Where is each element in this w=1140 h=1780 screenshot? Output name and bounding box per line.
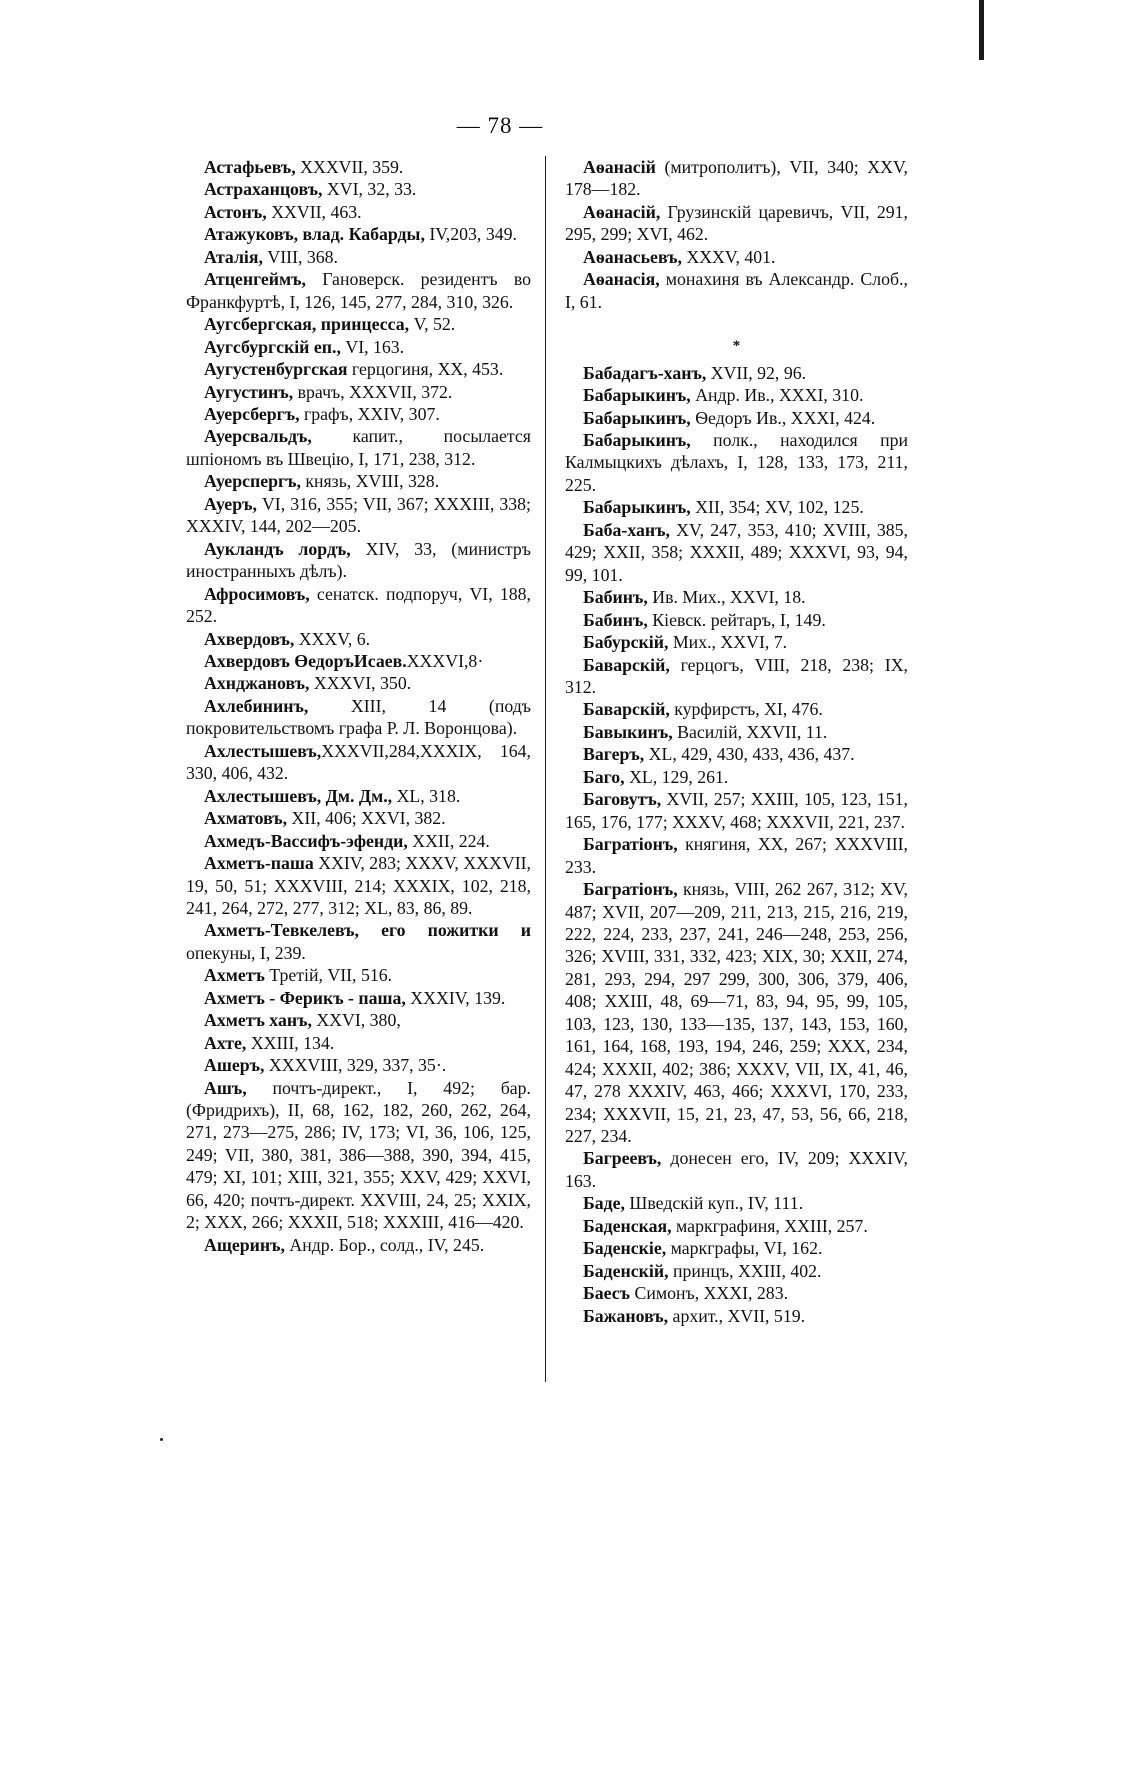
entry-heading: Баго, xyxy=(583,766,625,787)
entry-heading: Бабарыкинъ, xyxy=(583,429,691,450)
index-entry xyxy=(186,740,531,785)
entry-heading: Ахлебининъ, xyxy=(204,695,309,716)
entry-references: полк., находился при Калмыцкихъ дѣлахъ, I, 128, 133, 173, 211, 225. xyxy=(565,429,908,495)
entry-heading: Баденскіе, xyxy=(583,1238,667,1259)
entry-references: Ив. Мих., XXVI, 18. xyxy=(647,587,806,608)
entry-references: V, 52. xyxy=(409,314,456,335)
entry-heading: Баварскій, xyxy=(583,699,670,720)
entry-references: XXXVI, 350. xyxy=(309,673,412,694)
entry-heading: Бавыкинъ, xyxy=(583,721,673,742)
entry-references: почтъ-директ., I, 492; бар. (Фридрихъ), II, 68, 162, 182, 260, 262, 264, 271, 273—275, 286; IV, 173; VI, 36, 106, 125, 249; VII, 380, 381, 386—388, 390, 394, 415, 479; XI, 101; XIII, 321, 355; XXV, 429; XXVI, 66, 420; почтъ-директ. XXVIII, 24, 25; XXIX, 2; XXX, 266; XXXII, 518; XXXIII, 416—420. xyxy=(186,1077,531,1233)
index-entry xyxy=(186,672,531,694)
entry-references: архит., XVII, 519. xyxy=(668,1305,806,1326)
right-column-section-a xyxy=(565,156,908,313)
entry-references: герцогиня, XX, 453. xyxy=(347,359,504,380)
index-entry xyxy=(565,766,908,788)
entry-heading: Ашеръ, xyxy=(204,1055,265,1076)
entry-heading: Аѳанасьевъ, xyxy=(583,246,682,267)
entry-heading: Аукландъ лордъ, xyxy=(204,538,351,559)
index-entry xyxy=(186,336,531,358)
index-entry xyxy=(186,807,531,829)
entry-heading: Баденскій, xyxy=(583,1260,669,1281)
entry-heading: Ашъ, xyxy=(204,1077,247,1098)
entry-heading: Ахмедъ-Вассифъ-эфенди, xyxy=(204,830,408,851)
entry-references: Андр. Ив., XXXI, 310. xyxy=(690,385,864,406)
entry-heading: Багреевъ, xyxy=(583,1148,662,1169)
index-entry xyxy=(186,223,531,245)
entry-heading: Аугустенбургская xyxy=(204,359,348,380)
entry-references: Ѳедоръ Ив., XXXI, 424. xyxy=(690,407,876,428)
entry-references: XIII, 14 (подъ покровительствомъ графа Р. Л. Воронцова). xyxy=(186,695,531,739)
index-entry xyxy=(186,425,531,470)
entry-references: XL, 129, 261. xyxy=(624,766,729,787)
entry-references: XL, 429, 430, 433, 436, 437. xyxy=(644,744,855,765)
index-entry xyxy=(186,156,531,178)
entry-references: XXXVI,8· xyxy=(406,650,484,671)
entry-heading: Баговутъ, xyxy=(583,789,662,810)
index-entry xyxy=(565,429,908,496)
entry-references: Мих., XXVI, 7. xyxy=(668,632,788,653)
entry-references: маркграфиня, XXIII, 257. xyxy=(671,1215,868,1236)
entry-heading: Баде, xyxy=(583,1193,625,1214)
entry-heading: Бабарыкинъ, xyxy=(583,385,691,406)
entry-heading: Ауерсвальдъ, xyxy=(204,426,312,447)
entry-heading: Ахвердовъ, xyxy=(204,628,295,649)
entry-heading: Астонъ, xyxy=(204,201,267,222)
entry-references: принцъ, XXIII, 402. xyxy=(668,1260,822,1281)
entry-references: Андр. Бор., солд., IV, 245. xyxy=(284,1234,485,1255)
index-entry xyxy=(186,964,531,986)
entry-heading: Аѳанасій xyxy=(583,157,656,177)
entry-heading: Аугустинъ, xyxy=(204,381,294,402)
entry-references: XVII, 257; XXIII, 105, 123, 151, 165, 176, 177; XXXV, 468; XXXVII, 221, 237. xyxy=(565,789,908,832)
index-entry xyxy=(565,631,908,653)
index-entry xyxy=(565,698,908,720)
index-entry xyxy=(186,403,531,425)
entry-references: герцогъ, VIII, 218, 238; IX, 312. xyxy=(565,654,908,697)
entry-heading: Ахметъ - Ферикъ - паша, xyxy=(204,987,406,1008)
entry-references: князь, XVIII, 328. xyxy=(300,471,440,492)
left-column xyxy=(186,156,531,1256)
entry-heading: Аугсбургскій еп., xyxy=(204,336,341,357)
entry-heading: Бабарыкинъ, xyxy=(583,497,691,518)
entry-heading: Ауерсбергъ, xyxy=(204,403,300,424)
entry-heading: Баварскій, xyxy=(583,654,670,675)
index-entry xyxy=(186,493,531,538)
entry-heading: Атажуковъ, влад. Кабарды, xyxy=(204,224,425,245)
column-divider xyxy=(545,156,546,1382)
entry-references: княгиня, XX, 267; XXXVIII, 233. xyxy=(565,834,908,877)
entry-references: XXXVIII, 329, 337, 35·. xyxy=(264,1055,447,1076)
index-entry xyxy=(565,654,908,699)
entry-references: XV, 247, 353, 410; XVIII, 385, 429; XXII, 358; XXXII, 489; XXXVI, 93, 94, 99, 101. xyxy=(565,519,908,585)
index-entry xyxy=(565,156,908,201)
entry-references: Грузинскій царевичъ, VII, 291, 295, 299; XVI, 462. xyxy=(565,201,908,245)
entry-references: XXXV, 401. xyxy=(681,246,776,267)
entry-heading: Астраханцовъ, xyxy=(204,179,323,200)
entry-references: (митрополитъ), VII, 340; XXV, 178—182. xyxy=(565,157,908,200)
entry-heading: Атценгеймъ, xyxy=(204,269,306,290)
index-entry xyxy=(186,268,531,313)
index-entry xyxy=(186,785,531,807)
index-entry xyxy=(186,381,531,403)
index-entry xyxy=(186,246,531,268)
entry-references: графъ, XXIV, 307. xyxy=(299,403,440,424)
entry-references: врачъ, XXXVII, 372. xyxy=(293,381,453,402)
entry-references: Третій, VII, 516. xyxy=(264,965,393,986)
index-entry xyxy=(565,246,908,268)
entry-heading: Баба-ханъ, xyxy=(583,519,670,540)
index-entry xyxy=(565,362,908,384)
index-entry xyxy=(565,743,908,765)
entry-references: XXVII, 463. xyxy=(266,201,362,222)
entry-references: курфирстъ, XI, 476. xyxy=(669,699,823,720)
entry-heading: Ахлестышевъ, Дм. Дм., xyxy=(204,785,393,806)
index-entry xyxy=(565,1305,908,1327)
entry-references: капит., посылается шпіономъ въ Швецію, I, 171, 238, 312. xyxy=(186,426,531,469)
entry-references: опекуны, I, 239. xyxy=(186,942,306,963)
index-entry xyxy=(565,833,908,878)
index-entry xyxy=(565,609,908,631)
entry-references: Гановерск. резидентъ во Франкфуртѣ, I, 126, 145, 277, 284, 310, 326. xyxy=(186,269,531,312)
entry-references: XXIII, 134. xyxy=(246,1032,335,1053)
index-entry xyxy=(186,695,531,740)
section-separator: * xyxy=(732,338,741,355)
entry-references: сенатск. подпоруч, VI, 188, 252. xyxy=(186,583,531,627)
entry-heading: Бабинъ, xyxy=(583,587,648,608)
entry-heading: Бажановъ, xyxy=(583,1305,669,1326)
entry-heading: Аѳанасій, xyxy=(583,201,661,222)
entry-references: XXXV, 6. xyxy=(294,628,371,649)
entry-references: XXXVII, 359. xyxy=(295,157,404,177)
page-edge-bar xyxy=(979,0,984,60)
entry-heading: Бабадагъ-ханъ, xyxy=(583,362,707,383)
index-entry xyxy=(186,358,531,380)
entry-heading: Баесъ xyxy=(583,1283,631,1304)
entry-heading: Аѳанасія, xyxy=(583,269,660,290)
index-entry xyxy=(565,519,908,586)
section-spacer xyxy=(565,313,908,327)
index-entry xyxy=(186,583,531,628)
index-entry xyxy=(186,470,531,492)
index-entry xyxy=(186,538,531,583)
entry-heading: Баденская, xyxy=(583,1215,672,1236)
index-entry xyxy=(565,721,908,743)
entry-references: Кіевск. рейтаръ, I, 149. xyxy=(647,609,826,630)
entry-references: Шведскій куп., IV, 111. xyxy=(624,1193,804,1214)
entry-references: XXXIV, 139. xyxy=(405,987,506,1008)
entry-heading: Бабарыкинъ, xyxy=(583,407,691,428)
entry-heading: Астафьевъ, xyxy=(204,157,296,177)
entry-heading: Ахметъ xyxy=(204,965,265,986)
entry-references: XVI, 32, 33. xyxy=(322,179,417,200)
right-column xyxy=(565,156,908,1327)
entry-references: VIII, 368. xyxy=(262,246,338,267)
index-entry xyxy=(186,919,531,964)
index-entry xyxy=(565,1260,908,1282)
index-entry xyxy=(186,852,531,919)
entry-heading: Ащеринъ, xyxy=(204,1234,285,1255)
index-entry xyxy=(186,178,531,200)
entry-references: монахиня въ Александр. Слоб., I, 61. xyxy=(565,269,908,312)
index-entry xyxy=(565,788,908,833)
index-entry xyxy=(565,1282,908,1304)
entry-references: XXVI, 380, xyxy=(311,1010,401,1031)
index-entry xyxy=(186,1054,531,1076)
entry-heading: Ахматовъ, xyxy=(204,808,288,829)
entry-references: маркграфы, VI, 162. xyxy=(666,1238,823,1259)
index-entry xyxy=(186,201,531,223)
entry-heading: Ахметъ ханъ, xyxy=(204,1010,312,1031)
index-entry xyxy=(186,1009,531,1031)
entry-references: VI, 316, 355; VII, 367; XXXIII, 338; XXXIV, 144, 202—205. xyxy=(186,493,531,537)
entry-references: XL, 318. xyxy=(392,785,461,806)
entry-references: XVII, 92, 96. xyxy=(706,362,807,383)
entry-heading: Ахметъ-паша xyxy=(204,853,314,874)
entry-heading: Ахвердовъ ӨедоръИсаев. xyxy=(204,650,407,671)
entry-references: XXXVII,284,XXXIX, 164, 330, 406, 432. xyxy=(186,740,531,784)
entry-heading: Багратіонъ, xyxy=(583,879,678,900)
entry-heading: Ахнджановъ, xyxy=(204,673,310,694)
index-entry xyxy=(565,268,908,313)
index-entry xyxy=(565,878,908,1147)
entry-references: Василій, XXVII, 11. xyxy=(672,721,828,742)
entry-references: XXIV, 283; XXXV, XXXVII, 19, 50, 51; XXXVIII, 214; XXXIX, 102, 218, 241, 264, 272, 277, 312; XL, 83, 86, 89. xyxy=(186,853,531,918)
index-entry xyxy=(186,987,531,1009)
entry-references: XXII, 224. xyxy=(407,830,490,851)
entry-references: XII, 406; XXVI, 382. xyxy=(287,808,446,829)
entry-references: IV,203, 349. xyxy=(424,224,517,245)
page-number: — 78 — xyxy=(456,113,544,138)
entry-heading: Ауерспергъ, xyxy=(204,471,301,492)
entry-references: VI, 163. xyxy=(340,336,405,357)
entry-references: XII, 354; XV, 102, 125. xyxy=(690,497,864,518)
index-entry xyxy=(186,313,531,335)
index-entry xyxy=(565,1237,908,1259)
index-entry xyxy=(565,201,908,246)
index-entry xyxy=(565,407,908,429)
entry-heading: Ахметъ-Тевкелевъ, его пожитки и xyxy=(204,920,531,941)
index-entry xyxy=(565,1147,908,1192)
right-column-section-b xyxy=(565,362,908,1327)
index-entry xyxy=(565,586,908,608)
entry-heading: Ахлестышевъ, xyxy=(204,740,322,761)
entry-heading: Бабурскій, xyxy=(583,632,669,653)
entry-heading: Аталія, xyxy=(204,246,263,267)
entry-references: донесен его, IV, 209; XXXIV, 163. xyxy=(565,1148,908,1191)
entry-heading: Багратіонъ, xyxy=(583,834,678,855)
index-entry xyxy=(186,1234,531,1256)
index-entry xyxy=(186,650,531,672)
entry-references: князь, VIII, 262 267, 312; XV, 487; XVII, 207—209, 211, 213, 215, 216, 219, 222, 224, 233, 237, 241, 246—248, 253, 256, 326; XVIII, 331, 332, 423; XIX, 30; XXII, 274, 281, 293, 294, 297 299, 300, 306, 379, 406, 408; XXIII, 48, 69—71, 83, 94, 95, 99, 105, 103, 123, 130, 133—135, 137, 143, 153, 160, 161, 164, 168, 193, 194, 246, 259; XXX, 234, 424; XXXII, 402; 386; XXXV, VII, IX, 41, 46, 47, 278 XXXIV, 463, 466; XXXVI, 170, 233, 234; XXXVII, 15, 21, 23, 47, 53, 56, 66, 218, 227, 234. xyxy=(565,879,908,1147)
index-entry xyxy=(186,1032,531,1054)
index-entry xyxy=(565,1215,908,1237)
index-entry xyxy=(186,830,531,852)
index-entry xyxy=(186,628,531,650)
entry-heading: Вагеръ, xyxy=(583,744,645,765)
stray-ink-dot xyxy=(160,1438,163,1441)
entry-references: XIV, 33, (министръ иностранныхъ дѣлъ). xyxy=(186,538,531,582)
entry-heading: Бабинъ, xyxy=(583,609,648,630)
entry-heading: Аугсбергская, принцесса, xyxy=(204,314,410,335)
index-entry xyxy=(565,384,908,406)
entry-heading: Ахте, xyxy=(204,1032,247,1053)
index-entry xyxy=(565,1192,908,1214)
index-entry xyxy=(186,1077,531,1234)
entry-heading: Афросимовъ, xyxy=(204,583,310,604)
entry-heading: Ауеръ, xyxy=(204,493,257,514)
entry-references: Симонъ, XXXI, 283. xyxy=(630,1283,789,1304)
index-entry xyxy=(565,496,908,518)
